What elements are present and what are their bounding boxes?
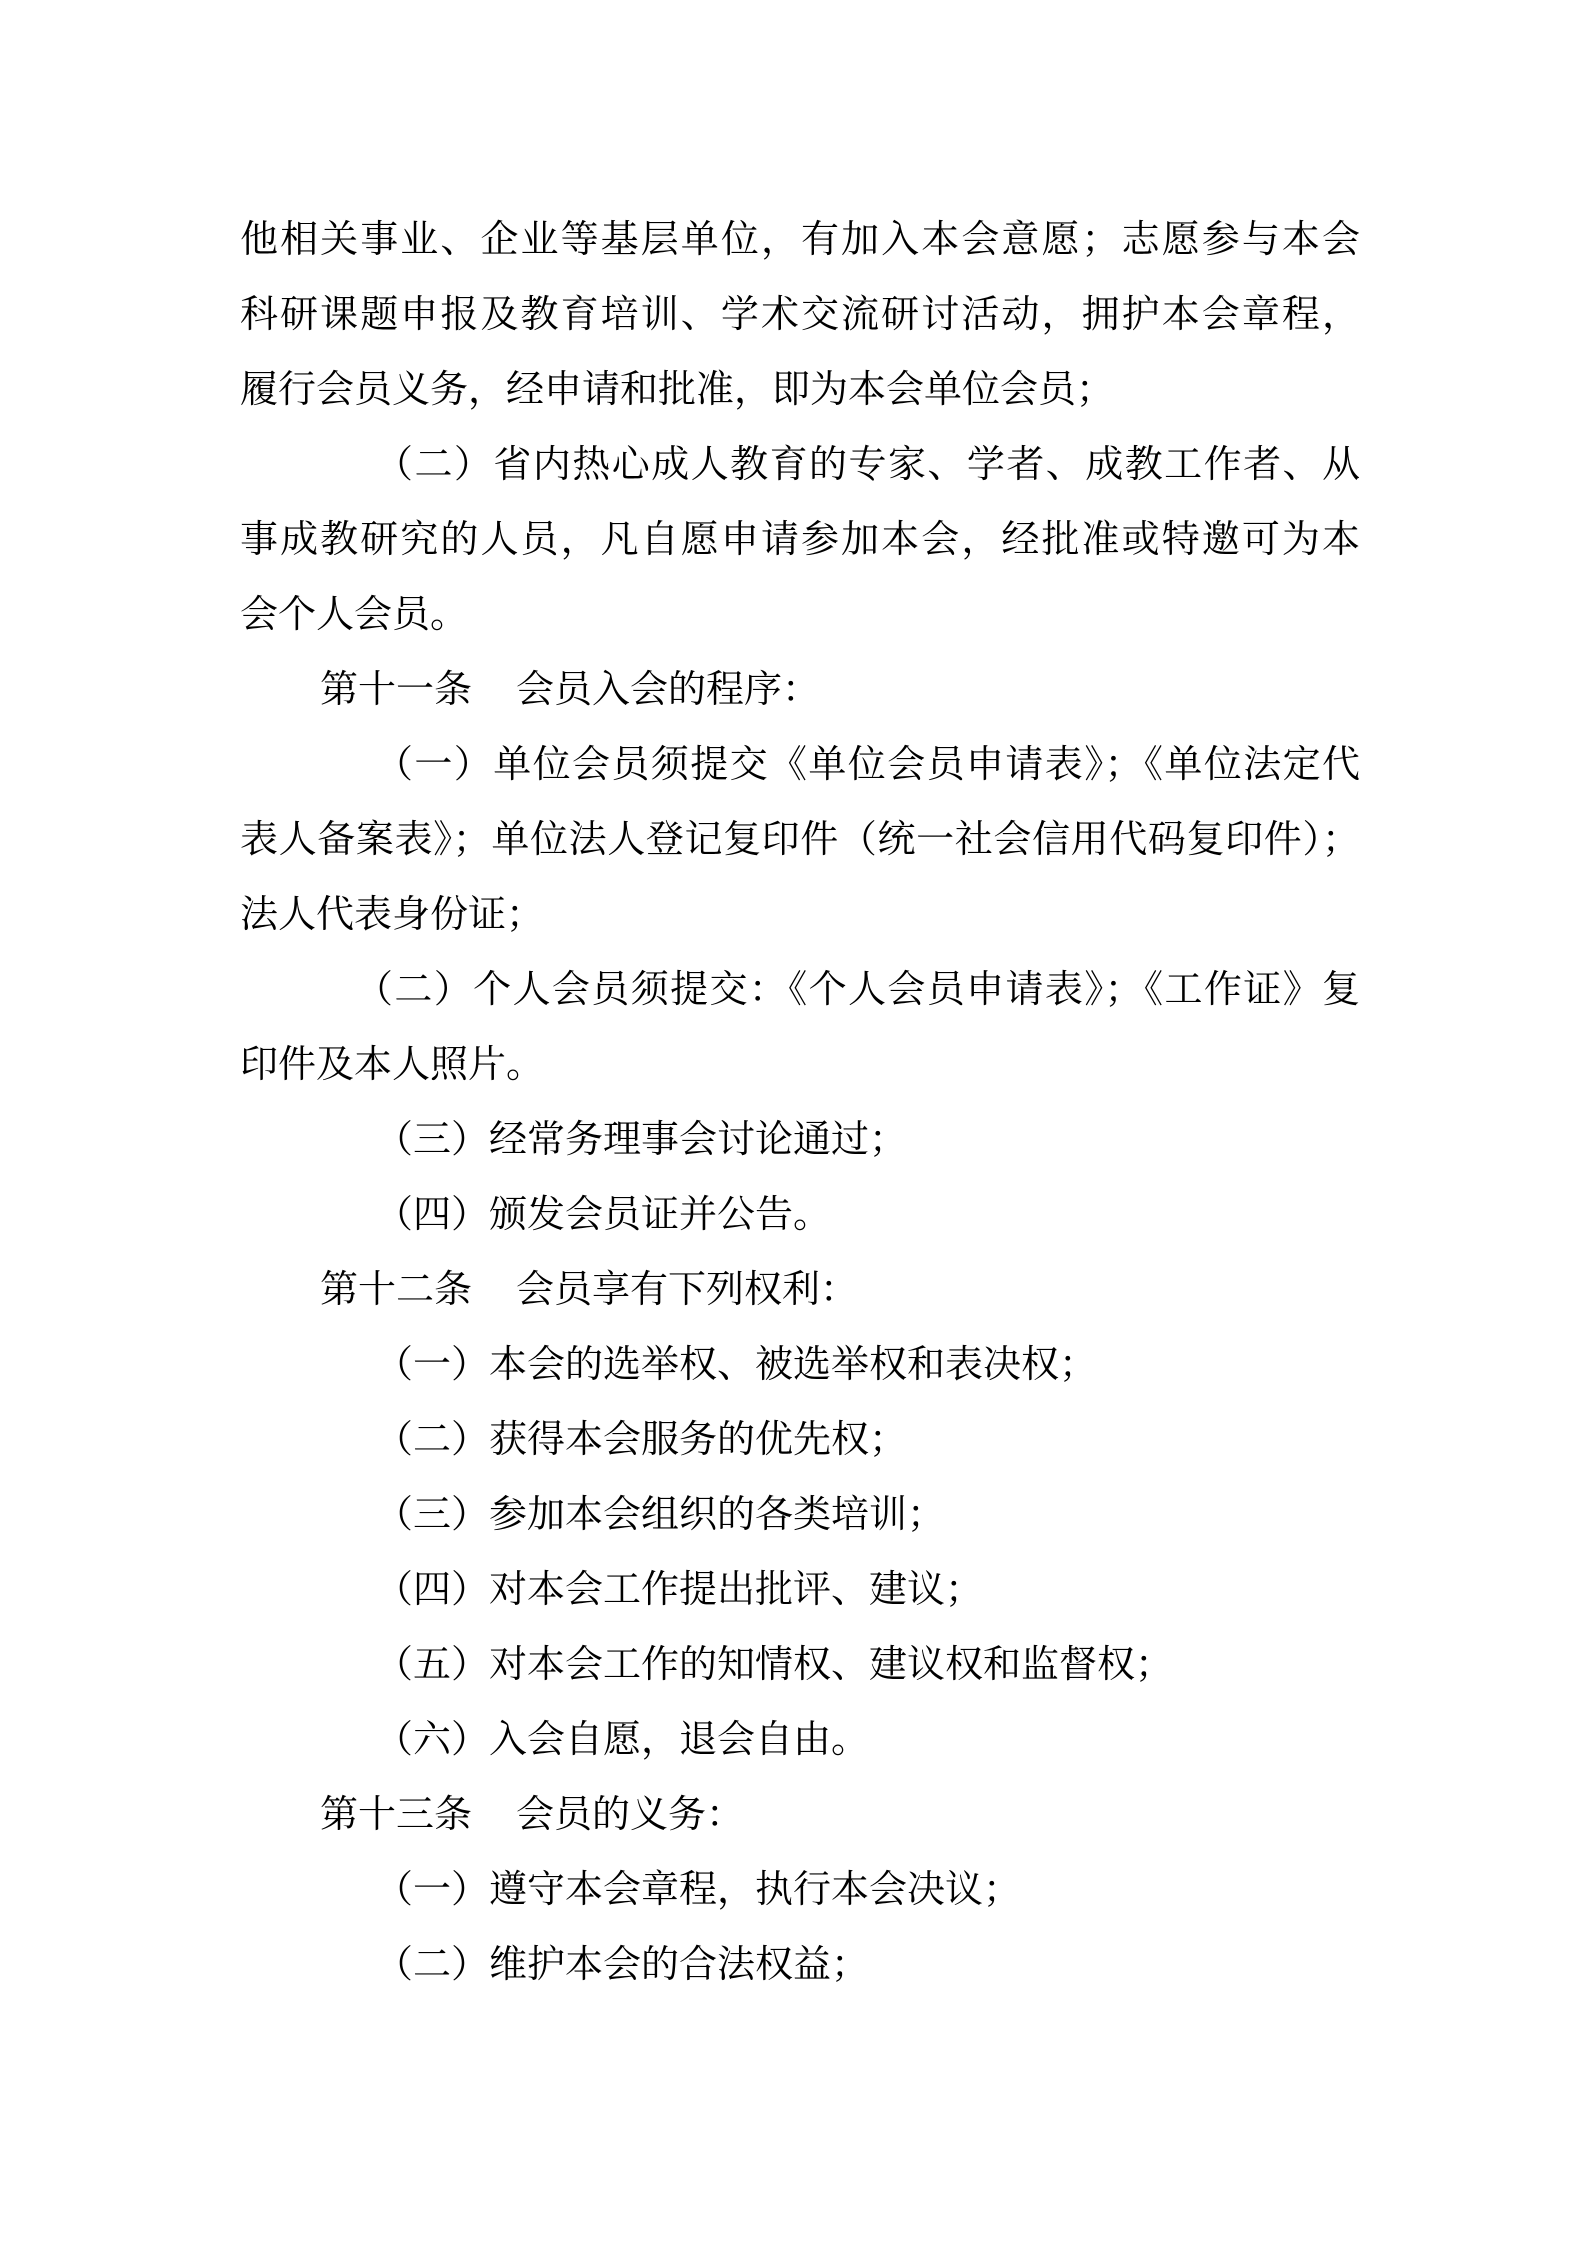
article-heading (320, 1251, 1360, 1327)
list-item: （三）参加本会组织的各类培训； (375, 1492, 946, 1536)
list-item: （五）对本会工作的知情权、建议权和监督权； (375, 1642, 1174, 1686)
list-item: （一）本会的选举权、被选举权和表决权； (375, 1342, 1098, 1386)
paragraph-line: 表人备案表》；单位法人登记复印件（统一社会信用代码复印件）； (240, 817, 1360, 861)
list-item: （四）对本会工作提出批评、建议； (375, 1567, 984, 1611)
article-number: 第十二条 (320, 1267, 473, 1311)
list-item: （四）颁发会员证并公告。 (375, 1192, 832, 1236)
article-title: 会员享有下列权利： (516, 1267, 859, 1311)
paragraph-line: 会个人会员。 (240, 592, 469, 636)
list-item: （二）个人会员须提交：《个人会员申请表》；《工作证》复 (355, 967, 1360, 1011)
list-item: （三）经常务理事会讨论通过； (375, 1117, 908, 1161)
list-item: （二）获得本会服务的优先权； (375, 1417, 908, 1461)
paragraph-line: 事成教研究的人员，凡自愿申请参加本会，经批准或特邀可为本 (240, 517, 1360, 561)
paragraph-line: 他相关事业、企业等基层单位，有加入本会意愿；志愿参与本会 (240, 217, 1360, 261)
article-number: 第十一条 (320, 667, 473, 711)
paragraph-line: 科研课题申报及教育培训、学术交流研讨活动，拥护本会章程， (240, 292, 1360, 336)
list-item: （二）维护本会的合法权益； (375, 1942, 870, 1986)
paragraph-line: 法人代表身份证； (240, 892, 545, 936)
paragraph-line: 印件及本人照片。 (240, 1042, 545, 1086)
article-title: 会员的义务： (516, 1792, 745, 1836)
article-heading (320, 651, 1360, 727)
list-item: （一）单位会员须提交《单位会员申请表》；《单位法定代 (375, 742, 1360, 786)
paragraph-line: 履行会员义务，经申请和批准，即为本会单位会员； (240, 367, 1115, 411)
list-item: （六）入会自愿，退会自由。 (375, 1717, 870, 1761)
list-item: （一）遵守本会章程，执行本会决议； (375, 1867, 1022, 1911)
article-heading (320, 1776, 1360, 1852)
list-item: （二）省内热心成人教育的专家、学者、成教工作者、从 (375, 442, 1360, 486)
article-number: 第十三条 (320, 1792, 473, 1836)
article-title: 会员入会的程序： (516, 667, 821, 711)
